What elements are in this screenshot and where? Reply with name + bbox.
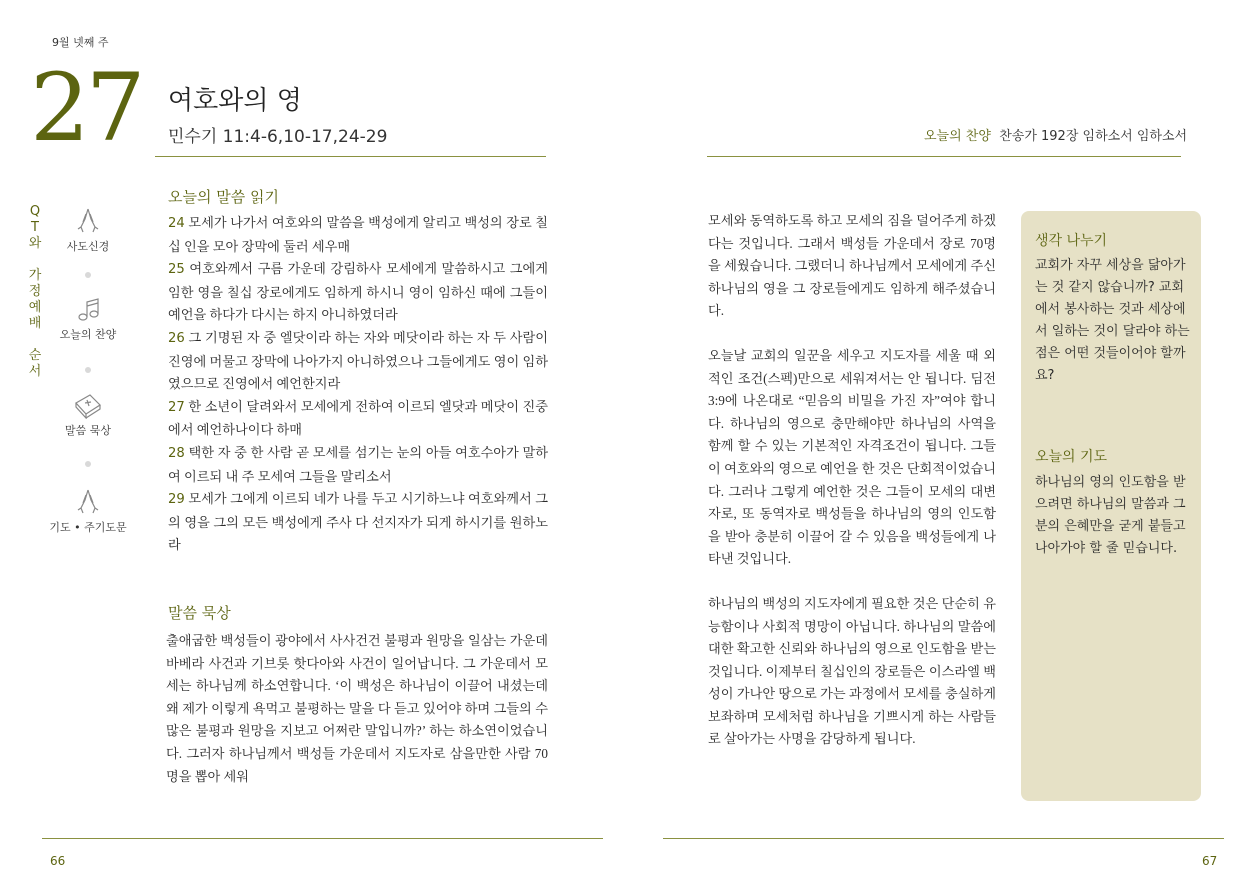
share-heading: 생각 나누기 [1035,233,1108,249]
hymn-text: 찬송가 192장 임하소서 임하소서 [999,129,1188,144]
verse-text: 여호와께서 구름 가운데 강림하사 모세에게 말씀하시고 그에게 임한 영을 칠십 장로에게도 임하게 하시니 영이 임하신 때에 그들이 예언을 하다가 다시는 하지 아니하였더라 [168,261,548,323]
verse-number: 24 [168,216,185,231]
hymn-line [924,125,1187,144]
sidebar-dot [85,367,91,373]
sidebar-dot [85,272,91,278]
title-divider [155,156,546,157]
verse-number: 27 [168,399,185,415]
sidebar-dot [85,461,91,467]
commentary-text [708,210,996,773]
sidebar-item-hymn: 오늘의 찬양 [48,297,128,342]
verse-number: 28 [168,445,185,461]
praying-hands-icon [73,205,103,235]
prayer-text: 하나님의 영의 인도함을 받으려면 하나님의 말씀과 그분의 은혜만을 굳게 붙들고 나아가야 할 줄 믿습니다. [1035,475,1186,556]
verse-text: 택한 자 중 한 사람 곧 모세를 섬기는 눈의 아들 여호수아가 말하여 이르되 내 주 모세여 그들을 말리소서 [168,444,548,484]
footer-divider [663,838,1224,839]
music-note-icon [74,297,102,323]
reading-heading: 오늘의 말씀 읽기 [168,188,279,206]
commentary-paragraph: 모세와 동역하도록 하고 모세의 짐을 덜어주게 하겠다는 것입니다. 그래서 백성들 가운데서 장로 70명을 세웠습니다. 그랬더니 하나님께서 모세에게 주신 하나님의 영을 그 장로들에게도 임하게 해주셨습니다. [708,213,996,319]
commentary-paragraph: 하나님의 백성의 지도자에게 필요한 것은 단순히 유능함이나 사회적 명망이 아닙니다. 하나님의 말씀에 대한 확고한 신뢰와 하나님의 영으로 인도함을 받는 것입니다. 이제부터 칠십인의 장로들은 이스라엘 백성이 가나안 땅으로 가는 과정에서 모세를 충실하게 보좌하며 모세처럼 하나님을 기쁘시게 하는 사람들로 살아가는 사명을 감당하게 됩니다. [708,595,996,747]
verse-number: 29 [168,492,185,508]
hymn-label: 오늘의 찬양 [924,129,991,144]
verse-number: 25 [168,262,185,278]
share-text: 교회가 자꾸 세상을 닮아가는 것 같지 않습니까? 교회에서 봉사하는 것과 세상에서 일하는 것이 달라야 하는 점은 어떤 것들이어야 할까요? [1035,258,1190,383]
day-number: 27 [30,54,142,163]
verse-text: 그 기명된 자 중 엘닷이라 하는 자와 메닷이라 하는 자 두 사람이 진영에 머물고 장막에 나아가지 아니하였으나 그들에게도 영이 임하였으므로 진영에서 예언한지라 [168,329,548,392]
commentary-paragraph: 오늘날 교회의 일꾼을 세우고 지도자를 세울 때 외적인 조건(스펙)만으로 세워져서는 안 됩니다. 딤전3:9에 나온대로 “믿음의 비밀을 가진 자”여야 합니다. 하나님의 영으로 충만해야만 하나님의 사역을 함께 할 수 있는 기본적인 자격조건이 됩니다. 그들이 여호와의 영으로 예언을 한 것은 단회적이었습니다. 그러나 그렇게 예언한 것은 그들이 모세의 대변자로, 또 동역자로 백성들을 하나님의 영의 인도함을 받아 충분히 이끌어 갈 수 있음을 백성들에게 나타낸 것입니다. [708,347,996,567]
hymn-divider [707,156,1181,157]
verse-text: 한 소년이 달려와서 모세에게 전하여 이르되 엘닷과 메닷이 진중에서 예언하나이다 하매 [168,398,548,438]
meditation-text: 출애굽한 백성들이 광야에서 사사건건 불평과 원망을 일삼는 가운데 바베라 사건과 기브롯 핫다아와 사건이 일어납니다. 그 가운데서 모세는 하나님께 하소연합니다. ‘이 백성은 하나님이 이끌어 내셨는데 왜 제가 이렇게 욕먹고 불평하는 말을 다 듣고 있어야 하며 그들의 수많은 불평과 원망을 지보고 어쩌란 말입니까?’ 하는 하소연이었습니다. 그러자 하나님께서 백성들 가운데서 지도자로 삼을만한 사람 70명을 뽑아 세워 [166,633,548,784]
scripture-reading [168,212,548,557]
praying-hands-icon [73,486,103,516]
bible-icon [72,391,104,419]
sidebar-item-prayer: 기도 • 주기도문 [48,486,128,535]
verse-text: 모세가 나가서 여호와의 말씀을 백성에게 알리고 백성의 장로 칠십 인을 모아 장막에 둘러 세우매 [168,215,548,254]
sidebar-item-creed: 사도신경 [48,205,128,254]
qt-vertical-label: Q T 와 가 정 예 배 순 서 [28,204,42,379]
verse-text: 모세가 그에게 이르되 네가 나를 두고 시기하느냐 여호와께서 그의 영을 그의 모든 백성에게 주사 다 선지자가 되게 하시기를 원하노라 [168,491,548,553]
page-number-left: 66 [50,854,66,868]
verse-number: 26 [168,330,185,346]
scripture-reference: 민수기 11:4-6,10-17,24-29 [168,127,388,147]
meditation-heading: 말씀 묵상 [168,604,231,622]
week-label: 9월 넷째 주 [52,36,109,49]
sidebar-item-meditation: 말씀 묵상 [48,391,128,438]
page-title: 여호와의 영 [168,86,302,116]
page-number-right: 67 [1202,854,1218,868]
prayer-heading: 오늘의 기도 [1035,449,1108,465]
footer-divider [42,838,603,839]
